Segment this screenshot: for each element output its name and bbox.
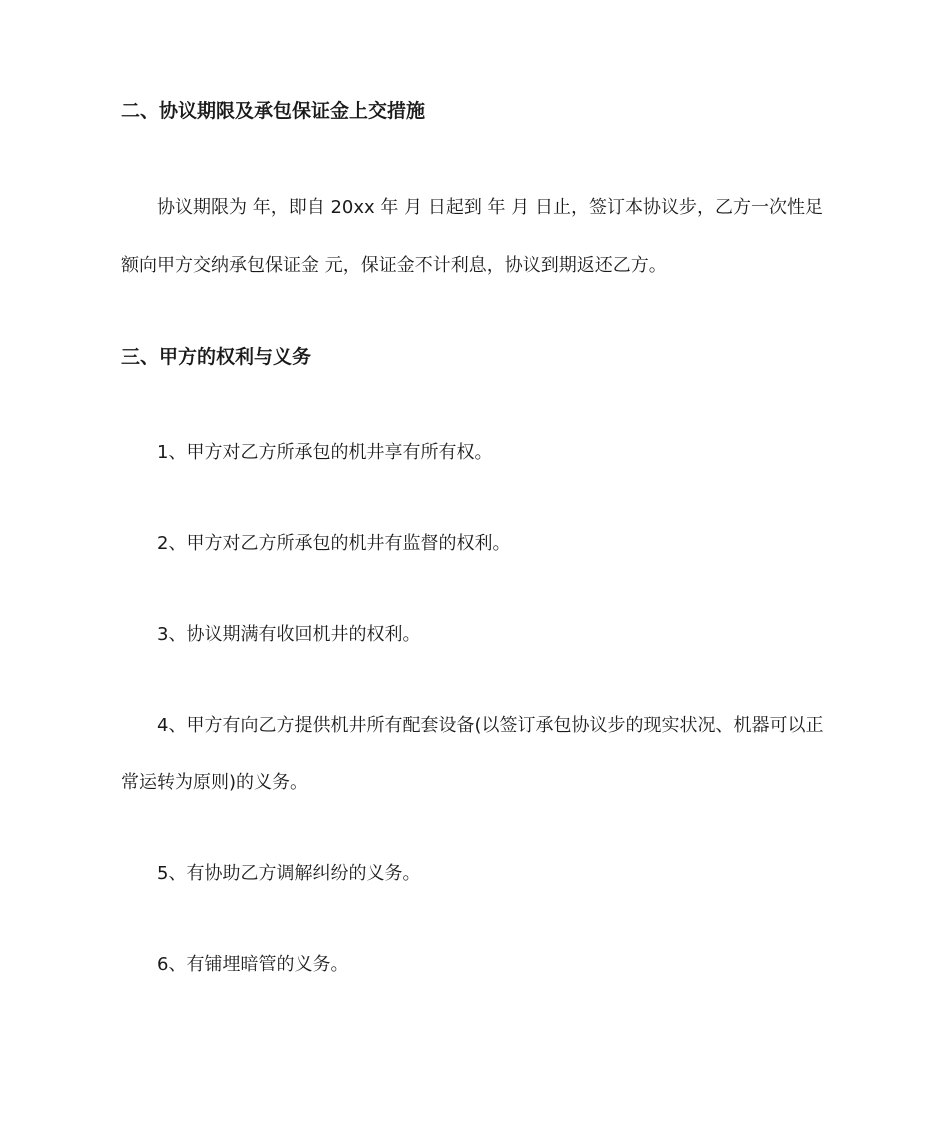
section-2-paragraph-line-2: 额向甲方交纳承包保证金 元，保证金不计利息，协议到期返还乙方。 <box>121 255 667 276</box>
section-3-item-4-line-1: 4、甲方有向乙方提供机井所有配套设备(以签订承包协议步的现实状况、机器可以正 <box>157 715 824 736</box>
section-3-item-2: 2、甲方对乙方所承包的机井有监督的权利。 <box>157 533 511 554</box>
section-3-item-4-line-2: 常运转为原则)的义务。 <box>121 772 309 793</box>
section-3-item-3: 3、协议期满有收回机井的权利。 <box>157 624 421 645</box>
section-2-paragraph-line-1: 协议期限为 年，即自 20xx 年 月 日起到 年 月 日止，签订本协议步，乙方一次性足 <box>157 197 823 218</box>
section-2-heading: 二、协议期限及承包保证金上交措施 <box>121 100 426 122</box>
section-3-item-1: 1、甲方对乙方所承包的机井享有所有权。 <box>157 442 493 463</box>
section-3-item-5: 5、有协助乙方调解纠纷的义务。 <box>157 863 421 884</box>
section-3-heading: 三、甲方的权利与义务 <box>121 346 312 368</box>
section-3-item-6: 6、有铺埋暗管的义务。 <box>157 954 349 975</box>
